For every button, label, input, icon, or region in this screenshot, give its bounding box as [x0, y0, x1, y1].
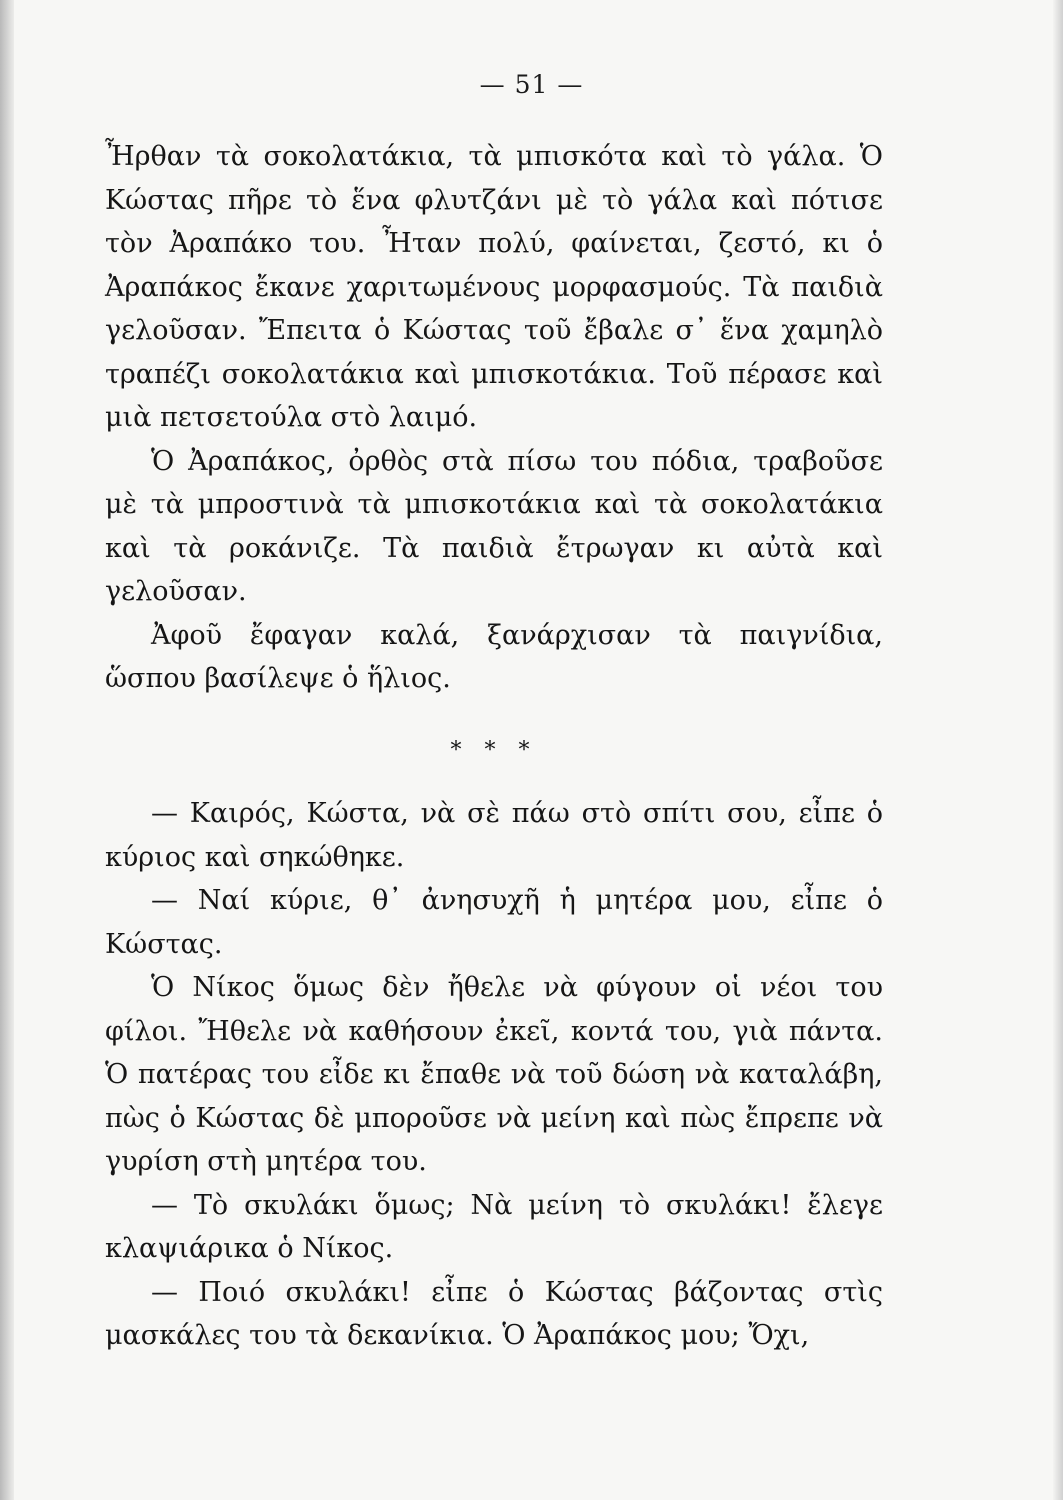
paragraph: Ἦρθαν τὰ σοκολατάκια, τὰ μπισκότα καὶ τὸ γάλα. Ὁ Κώστας πῆρε τὸ ἕνα φλυτζάνι μὲ τὸ γάλα καὶ πότισε τὸν Ἀραπάκο του. Ἦταν πολύ, φαίνεται, ζεστό, κι ὁ Ἀραπάκος ἔκανε χαριτωμένους μορφασμούς. Τὰ παιδιὰ γελοῦσαν. Ἔπειτα ὁ Κώστας τοῦ ἔβαλε σ᾽ ἕνα χαμηλὸ τραπέζι σοκολατάκια καὶ μπισκοτάκια. Τοῦ πέρασε καὶ μιὰ πετσετούλα στὸ λαιμό.	[105, 141, 883, 433]
paragraph: — Τὸ σκυλάκι ὅμως; Νὰ μείνη τὸ σκυλάκι! ἔλεγε κλαψιάρικα ὁ Νίκος.	[105, 1189, 883, 1264]
paragraph: Ὁ Νίκος ὅμως δὲν ἤθελε νὰ φύγουν οἱ νέοι του φίλοι. Ἤθελε νὰ καθήσουν ἐκεῖ, κοντά του, γιὰ πάντα. Ὁ πατέρας του εἶδε κι ἔπαθε νὰ τοῦ δώση νὰ καταλάβη, πὼς ὁ Κώστας δὲ μποροῦσε νὰ μείνη καὶ πὼς ἔπρεπε νὰ γυρίση στὴ μητέρα του.	[105, 972, 883, 1177]
section-break: * * *	[450, 737, 538, 763]
paragraph: — Καιρός, Κώστα, νὰ σὲ πάω στὸ σπίτι σου, εἶπε ὁ κύριος καὶ σηκώθηκε.	[105, 798, 883, 873]
page-number: — 51 —	[479, 70, 584, 99]
paragraph: — Ποιό σκυλάκι! εἶπε ὁ Κώστας βάζοντας στὶς μασκάλες του τὰ δεκανίκια. Ὁ Ἀραπάκος μου; Ὄχι,	[105, 1276, 883, 1351]
page-edge-right	[1053, 0, 1063, 1500]
paragraph: — Ναί κύριε, θ᾽ ἀνησυχῆ ἡ μητέρα μου, εἶπε ὁ Κώστας.	[105, 885, 883, 960]
paragraph: Ὁ Ἀραπάκος, ὀρθὸς στὰ πίσω του πόδια, τραβοῦσε μὲ τὰ μπροστινὰ τὰ μπισκοτάκια καὶ τὰ σοκολατάκια καὶ τὰ ροκάνιζε. Τὰ παιδιὰ ἔτρωγαν κι αὐτὰ καὶ γελοῦσαν.	[105, 445, 883, 607]
page-edge-left	[0, 0, 14, 1500]
body-text	[105, 135, 883, 1358]
paragraph: Ἀφοῦ ἔφαγαν καλά, ξανάρχισαν τὰ παιγνίδια, ὥσπου βασίλεψε ὁ ἥλιος.	[105, 619, 883, 694]
